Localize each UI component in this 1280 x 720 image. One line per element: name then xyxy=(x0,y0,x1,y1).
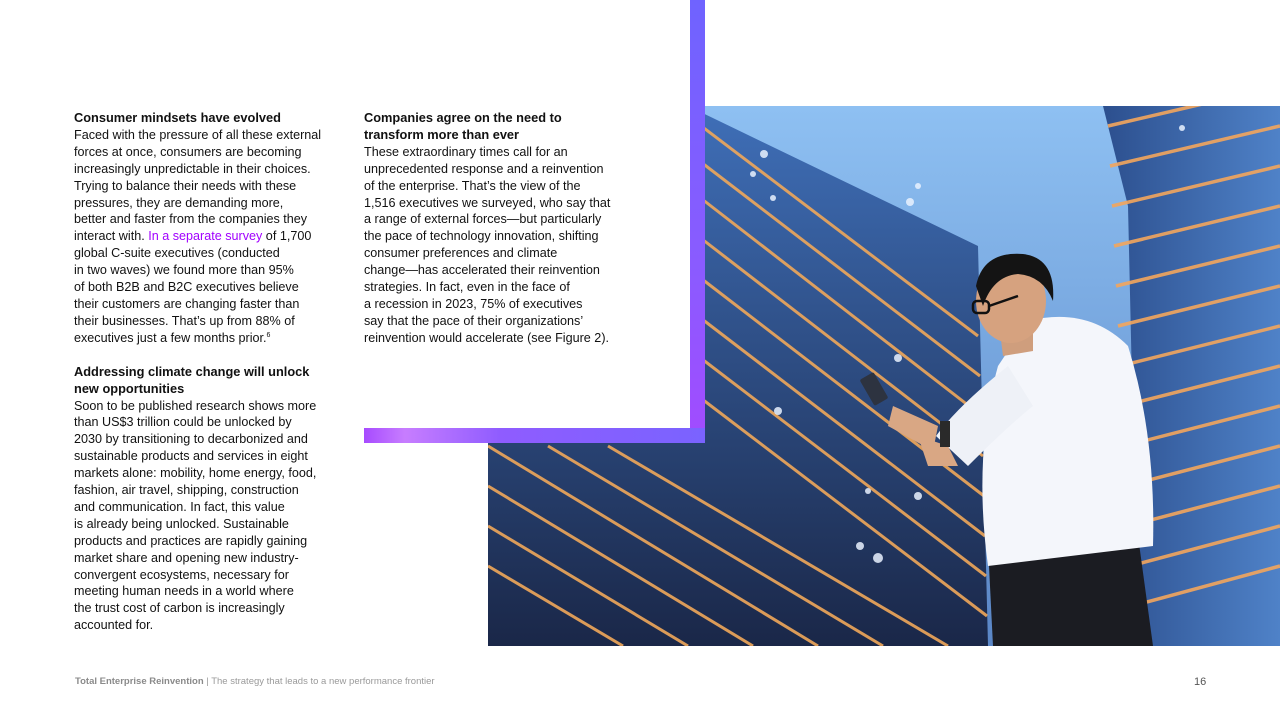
section-heading-climate-change: Addressing climate change will unlock new opportunities xyxy=(74,363,310,396)
section-body-climate-change: Soon to be published research shows more than US$3 trillion could be unlocked by 2030 by transitioning to decarbonized and sustainable products and services in eight markets alone: mobility, home energy, food, fashion, air travel, shipping, construction and communication. In fact, this value is already being unlocked. Sustainable products and practices are rapidly gaining market share and opening new industry- convergent ecosystems, necessary for meeting human needs in a world where the trust cost of carbon is increasingly accounted for. xyxy=(74,398,317,633)
footer-document-title: Total Enterprise Reinvention xyxy=(75,676,204,687)
footer-subtitle: The strategy that leads to a new performance frontier xyxy=(211,676,435,687)
section-heading-transform: Companies agree on the need to transform more than ever xyxy=(364,110,562,142)
section-body-transform: These extraordinary times call for an unprecedented response and a reinvention of the enterprise. That’s the view of the 1,516 executives we surveyed, who say that a range of external forces—but particularly the pace of technology innovation, shifting consumer preferences and climate change—has accelerated their reinvention strategies. In fact, even in the face of a recession in 2023, 75% of executives say that the pace of their organizations’ reinvention would accelerate (see Figure 2). xyxy=(364,144,611,345)
section-heading-consumer-mindsets: Consumer mindsets have evolved xyxy=(74,110,281,125)
purple-frame-horizontal xyxy=(364,428,705,443)
purple-frame-vertical xyxy=(690,0,705,443)
left-column xyxy=(74,110,342,634)
footer-separator: | xyxy=(203,676,212,687)
separate-survey-link[interactable]: In a separate survey xyxy=(148,229,263,244)
page-footer xyxy=(75,676,435,687)
page-number: 16 xyxy=(1194,676,1207,688)
section-body-consumer-mindsets xyxy=(74,127,342,347)
footnote-marker: 6 xyxy=(266,331,271,339)
body-text: Faced with the pressure of all these external forces at once, consumers are becoming increasingly unpredictable in their choices. Trying to balance their needs with these pressures, they are demanding more, better and faster from the companies they interact with. xyxy=(74,127,322,244)
body-text: of 1,700 global C-suite executives (conducted in two waves) we found more than 95% of both B2B and B2C executives believe their customers are changing faster than their businesses. That’s up from 88% of executives just a few months prior. xyxy=(74,229,312,345)
middle-column xyxy=(364,110,626,347)
